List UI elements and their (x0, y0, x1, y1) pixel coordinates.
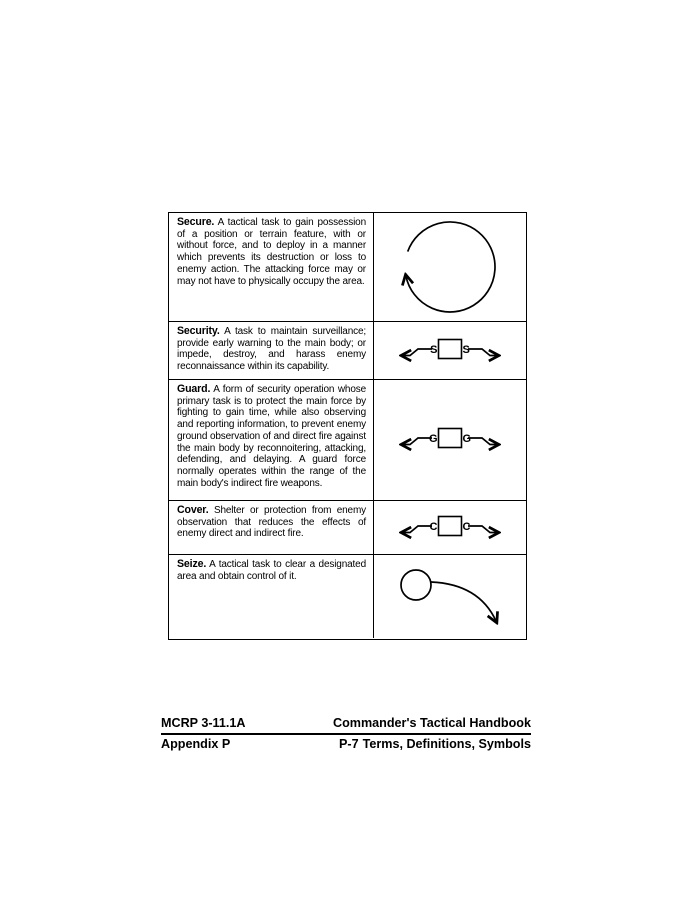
page-footer (161, 716, 531, 753)
definition-paragraph (177, 505, 366, 540)
security-flank-screen-icon (398, 334, 502, 368)
definition-paragraph (177, 559, 366, 582)
table-row-seize (169, 555, 526, 638)
symbol-letter-left: S (430, 343, 438, 356)
section-title: Terms, Definitions, Symbols (362, 737, 531, 751)
doc-number: MCRP 3-11.1A (161, 716, 246, 730)
table-row-secure (169, 213, 526, 322)
definition-paragraph (177, 326, 366, 373)
symbol-letter-left: G (428, 433, 438, 445)
definition-paragraph (177, 217, 366, 287)
doc-title: Commander's Tactical Handbook (332, 716, 531, 730)
definition-text: A form of security operation whose primary task is to protect the main force by fighting to gain time, while also observing and reporting information, to prevent enemy ground observation of and direct fire against the main body by reconnoitering, attacking, defending, and delaying. A guard force normally operates within the range of the main body's indirect fire weapons. (177, 384, 367, 489)
guard-flank-screen-icon (398, 423, 502, 457)
definition-cell (169, 555, 374, 638)
symbol-letter-right: S (462, 343, 470, 356)
definitions-table (168, 212, 527, 640)
definition-paragraph (177, 384, 366, 489)
definition-text: A tactical task to clear a designated area and obtain control of it. (177, 559, 366, 582)
term-label: Cover. (177, 504, 209, 516)
term-label: Security. (177, 325, 220, 337)
symbol-cell (374, 555, 526, 638)
term-label: Seize. (177, 558, 207, 570)
footer-line-2 (161, 735, 531, 753)
table-row-cover (169, 501, 526, 555)
term-label: Guard. (177, 383, 211, 395)
symbol-letter-left: C (429, 520, 438, 533)
definition-cell (169, 380, 374, 500)
definition-text: Shelter or protection from enemy observation that reduces the effects of enemy direct and indirect fire. (177, 505, 366, 540)
definition-cell (169, 213, 374, 321)
definition-cell (169, 322, 374, 379)
definition-cell (169, 501, 374, 554)
symbol-cell (374, 501, 526, 554)
page-number: P-7 (339, 737, 359, 751)
symbol-letter-right: C (462, 520, 471, 533)
term-label: Secure. (177, 216, 215, 228)
symbol-letter-right: G (462, 433, 472, 445)
definition-text: A tactical task to gain possession of a position or terrain feature, with or without force, and to deploy in a manner which prevents its destruction or loss to enemy action. The attacking force may or may not have to physically occupy the area. (177, 217, 366, 287)
secure-circular-arrow-icon (375, 215, 525, 319)
definition-text: A task to maintain surveillance; provide early warning to the main body; or impede, destroy, and harass enemy reconnaissance within its capability. (177, 326, 366, 373)
cover-flank-screen-icon (398, 511, 502, 545)
symbol-cell (374, 322, 526, 379)
footer-line-1 (161, 716, 531, 735)
seize-circle-arrow-icon (375, 558, 525, 636)
appendix-label: Appendix P (161, 737, 231, 751)
symbol-cell (374, 213, 526, 321)
table-row-guard (169, 380, 526, 501)
symbol-cell (374, 380, 526, 500)
table-row-security (169, 322, 526, 380)
